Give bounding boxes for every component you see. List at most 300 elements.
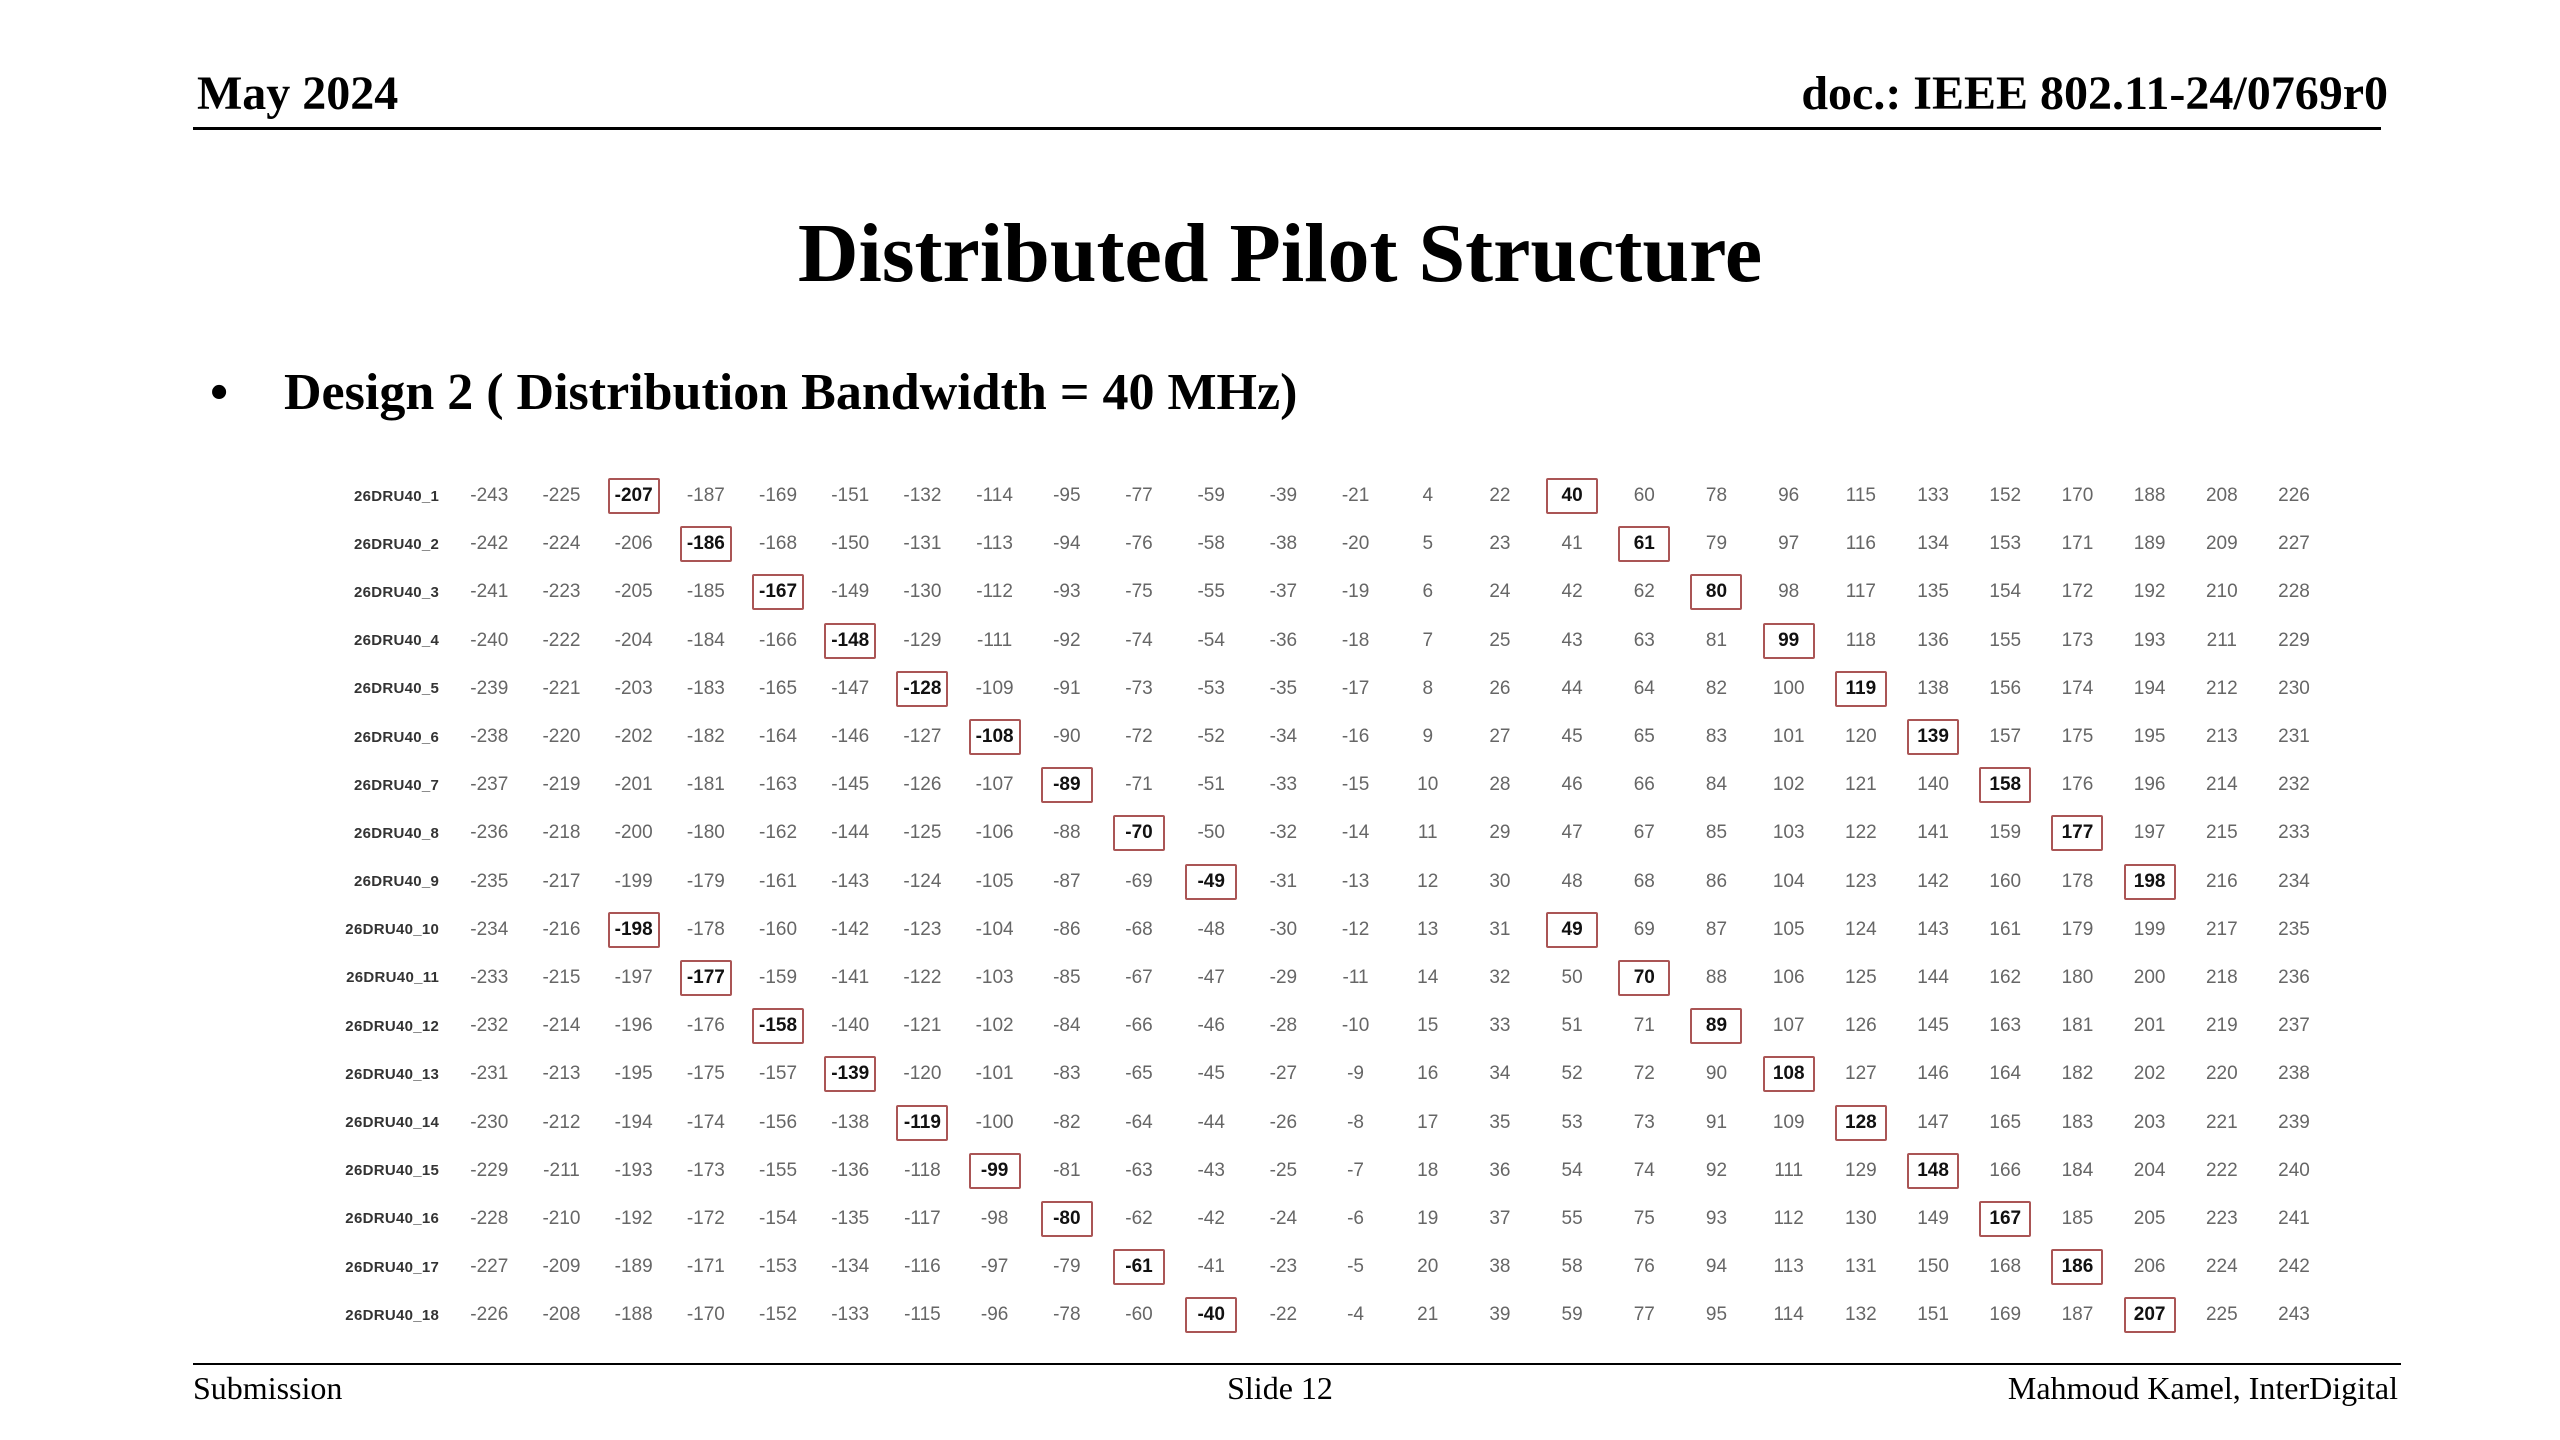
pilot-tone-cell xyxy=(1969,767,2041,803)
tone-index-value: -33 xyxy=(1269,774,1298,796)
tone-index-value: 102 xyxy=(1772,774,1805,796)
tone-index-cell xyxy=(525,818,597,848)
tone-index-value: -16 xyxy=(1341,726,1370,748)
tone-index-cell xyxy=(1969,722,2041,752)
tone-index-cell xyxy=(1536,674,1608,704)
tone-index-value: -122 xyxy=(903,966,942,988)
tone-index-value: 220 xyxy=(2205,1063,2238,1085)
tone-index-value: 114 xyxy=(1773,1304,1804,1326)
tone-index-value: 212 xyxy=(2205,677,2238,699)
row-label: 26DRU40_7 xyxy=(353,776,440,794)
header-doc-id: doc.: IEEE 802.11-24/0769r0 xyxy=(1801,67,2388,120)
tone-index-value: 218 xyxy=(2205,966,2238,988)
tone-index-cell xyxy=(1319,1011,1391,1041)
pilot-tone-cell xyxy=(886,1105,958,1141)
tone-index-value: -223 xyxy=(542,581,581,603)
tone-index-value: 46 xyxy=(1561,774,1583,796)
tone-index-value: -30 xyxy=(1269,918,1298,940)
tone-index-cell xyxy=(814,915,886,945)
pilot-tone-cell xyxy=(1753,623,1825,659)
tone-index-cell xyxy=(1031,577,1103,607)
tone-index-cell xyxy=(2186,1108,2258,1138)
tone-index-value: -38 xyxy=(1269,533,1298,555)
tone-index-value: -221 xyxy=(542,677,581,699)
tone-index-cell xyxy=(1392,1011,1464,1041)
tone-index-value: -150 xyxy=(831,533,870,555)
table-row xyxy=(300,568,2330,616)
tone-index-cell xyxy=(453,1011,525,1041)
tone-index-cell xyxy=(1031,1108,1103,1138)
tone-index-value: -71 xyxy=(1125,774,1153,796)
tone-index-cell xyxy=(1608,1156,1680,1186)
tone-index-cell xyxy=(742,722,814,752)
tone-index-value: 237 xyxy=(2278,1015,2310,1037)
tone-index-cell xyxy=(453,1300,525,1330)
tone-index-value: 64 xyxy=(1633,677,1655,699)
tone-index-cell xyxy=(598,1156,670,1186)
tone-index-cell xyxy=(886,963,958,993)
tone-index-cell xyxy=(670,626,742,656)
tone-index-value: 52 xyxy=(1561,1063,1583,1085)
tone-index-cell xyxy=(1753,963,1825,993)
tone-index-value: 198 xyxy=(2124,864,2176,900)
tone-index-value: 67 xyxy=(1633,822,1655,844)
tone-index-value: -25 xyxy=(1269,1159,1298,1181)
tone-index-cell xyxy=(742,963,814,993)
tone-index-value: 49 xyxy=(1546,912,1598,948)
tone-index-cell xyxy=(2114,577,2186,607)
row-label: 26DRU40_6 xyxy=(353,728,440,746)
tone-index-cell xyxy=(453,915,525,945)
tone-index-cell xyxy=(2258,1011,2330,1041)
tone-index-cell xyxy=(1464,626,1536,656)
tone-index-cell xyxy=(1031,529,1103,559)
tone-index-cell xyxy=(1392,963,1464,993)
tone-index-value: -104 xyxy=(975,918,1014,940)
tone-index-value: 45 xyxy=(1561,726,1583,748)
tone-index-value: 178 xyxy=(2061,870,2094,892)
tone-index-cell xyxy=(1825,481,1897,511)
tone-index-cell xyxy=(1464,867,1536,897)
tone-index-cell xyxy=(453,1108,525,1138)
tone-index-cell xyxy=(1103,1156,1175,1186)
tone-index-value: 21 xyxy=(1417,1304,1439,1326)
tone-index-cell xyxy=(453,481,525,511)
tone-index-cell xyxy=(2258,481,2330,511)
tone-index-cell xyxy=(814,1252,886,1282)
tone-index-value: -142 xyxy=(831,918,870,940)
tone-index-cell xyxy=(1536,1108,1608,1138)
tone-index-value: -15 xyxy=(1341,774,1370,796)
tone-index-cell xyxy=(525,770,597,800)
tone-index-cell xyxy=(1175,1156,1247,1186)
tone-index-cell xyxy=(1753,1204,1825,1234)
tone-index-cell xyxy=(453,1156,525,1186)
row-label: 26DRU40_13 xyxy=(345,1065,440,1083)
tone-index-value: 182 xyxy=(2061,1063,2094,1085)
tone-index-value: 42 xyxy=(1561,581,1583,603)
tone-index-cell xyxy=(742,1204,814,1234)
tone-index-cell xyxy=(1536,722,1608,752)
tone-index-cell xyxy=(1753,722,1825,752)
tone-index-value: -179 xyxy=(686,870,725,892)
tone-index-cell xyxy=(742,867,814,897)
tone-index-cell xyxy=(453,818,525,848)
tone-index-value: -10 xyxy=(1341,1015,1370,1037)
tone-index-cell xyxy=(742,818,814,848)
tone-index-value: -180 xyxy=(686,822,725,844)
tone-index-value: -224 xyxy=(542,533,581,555)
tone-index-cell xyxy=(1392,1156,1464,1186)
tone-index-cell xyxy=(886,915,958,945)
tone-index-value: -173 xyxy=(686,1159,725,1181)
tone-index-cell xyxy=(1319,626,1391,656)
row-label: 26DRU40_8 xyxy=(353,824,440,842)
tone-index-cell xyxy=(1608,1300,1680,1330)
pilot-tone-cell xyxy=(2114,1297,2186,1333)
tone-index-cell xyxy=(1897,577,1969,607)
tone-index-value: -85 xyxy=(1053,966,1081,988)
tone-index-cell xyxy=(1392,1204,1464,1234)
tone-index-cell xyxy=(1753,674,1825,704)
tone-index-cell xyxy=(1680,1252,1752,1282)
tone-index-value: 189 xyxy=(2133,533,2166,555)
tone-index-cell xyxy=(1464,481,1536,511)
row-label: 26DRU40_14 xyxy=(345,1114,440,1132)
tone-index-cell xyxy=(1608,1252,1680,1282)
pilot-tone-cell xyxy=(742,1008,814,1044)
tone-index-cell xyxy=(1247,1156,1319,1186)
tone-index-value: -19 xyxy=(1341,581,1370,603)
tone-index-cell xyxy=(1031,818,1103,848)
tone-index-cell xyxy=(1608,481,1680,511)
tone-index-cell xyxy=(886,1059,958,1089)
tone-index-cell xyxy=(598,1108,670,1138)
tone-index-value: 71 xyxy=(1633,1015,1655,1037)
tone-index-cell xyxy=(1247,529,1319,559)
tone-index-value: -116 xyxy=(904,1256,941,1278)
tone-index-cell xyxy=(2114,915,2186,945)
tone-index-value: -95 xyxy=(1053,485,1081,507)
tone-index-cell xyxy=(959,963,1031,993)
tone-index-value: -5 xyxy=(1347,1256,1364,1278)
tone-index-cell xyxy=(1319,481,1391,511)
tone-index-value: 6 xyxy=(1422,581,1434,603)
tone-index-cell xyxy=(598,1252,670,1282)
tone-index-value: -28 xyxy=(1269,1015,1298,1037)
tone-index-value: -31 xyxy=(1269,870,1298,892)
tone-index-value: 157 xyxy=(1989,726,2022,748)
tone-index-cell xyxy=(2041,1059,2113,1089)
pilot-tone-cell xyxy=(1680,574,1752,610)
tone-index-value: 241 xyxy=(2278,1207,2310,1229)
tone-index-cell xyxy=(670,1108,742,1138)
tone-index-cell xyxy=(525,722,597,752)
tone-index-value: 12 xyxy=(1417,870,1439,892)
table-row xyxy=(300,1195,2330,1243)
tone-index-cell xyxy=(959,915,1031,945)
tone-index-value: 90 xyxy=(1705,1063,1728,1085)
tone-index-cell xyxy=(1175,818,1247,848)
tone-index-value: -117 xyxy=(904,1207,941,1229)
tone-index-cell xyxy=(1319,818,1391,848)
pilot-tone-cell xyxy=(1969,1201,2041,1237)
tone-index-cell xyxy=(1825,626,1897,656)
tone-index-cell xyxy=(1753,577,1825,607)
tone-index-cell xyxy=(2186,674,2258,704)
tone-index-cell xyxy=(2114,529,2186,559)
tone-index-cell xyxy=(1247,1204,1319,1234)
tone-index-value: -43 xyxy=(1197,1159,1225,1181)
tone-index-cell xyxy=(886,1156,958,1186)
tone-index-cell xyxy=(1392,1300,1464,1330)
tone-index-cell xyxy=(1969,1108,2041,1138)
tone-index-value: 173 xyxy=(2061,629,2094,651)
tone-index-value: 242 xyxy=(2278,1256,2310,1278)
tone-index-cell xyxy=(2186,722,2258,752)
tone-index-cell xyxy=(2041,481,2113,511)
tone-index-value: 150 xyxy=(1917,1256,1949,1278)
tone-index-cell xyxy=(1608,626,1680,656)
tone-index-cell xyxy=(2258,770,2330,800)
tone-index-value: 215 xyxy=(2205,822,2238,844)
tone-index-value: 156 xyxy=(1989,677,2022,699)
tone-index-cell xyxy=(1680,915,1752,945)
tone-index-cell xyxy=(2041,1300,2113,1330)
tone-index-value: 167 xyxy=(1979,1201,2031,1237)
tone-index-value: 153 xyxy=(1989,533,2022,555)
tone-index-value: -168 xyxy=(759,533,798,555)
tone-index-value: -155 xyxy=(759,1159,798,1181)
tone-index-value: -228 xyxy=(470,1207,509,1229)
pilot-tone-cell xyxy=(959,719,1031,755)
tone-index-value: 203 xyxy=(2133,1111,2166,1133)
tone-index-cell xyxy=(2186,481,2258,511)
tone-index-value: 184 xyxy=(2061,1159,2094,1181)
bullet-item xyxy=(210,362,1297,424)
tone-index-value: 41 xyxy=(1561,533,1583,555)
pilot-tone-cell xyxy=(1536,478,1608,514)
tone-index-cell xyxy=(1680,1300,1752,1330)
tone-index-value: -123 xyxy=(903,918,942,940)
tone-index-value: -220 xyxy=(542,726,581,748)
tone-index-cell xyxy=(1825,1059,1897,1089)
tone-index-value: 94 xyxy=(1705,1256,1728,1278)
pilot-tone-cell xyxy=(1680,1008,1752,1044)
tone-index-value: -229 xyxy=(470,1159,509,1181)
tone-index-cell xyxy=(1969,915,2041,945)
tone-index-value: -114 xyxy=(976,485,1013,507)
tone-index-value: -163 xyxy=(759,774,798,796)
tone-index-value: -198 xyxy=(608,912,660,948)
tone-index-cell xyxy=(1969,529,2041,559)
tone-index-value: -239 xyxy=(470,677,509,699)
tone-index-value: -63 xyxy=(1125,1159,1153,1181)
tone-index-cell xyxy=(1392,867,1464,897)
tone-index-value: -115 xyxy=(904,1304,941,1326)
tone-index-cell xyxy=(1247,626,1319,656)
tone-index-cell xyxy=(886,867,958,897)
tone-index-value: 140 xyxy=(1917,774,1949,796)
tone-index-cell xyxy=(742,529,814,559)
tone-index-cell xyxy=(1825,1252,1897,1282)
footer-rule xyxy=(193,1363,2401,1365)
tone-index-value: 214 xyxy=(2205,774,2238,796)
tone-index-cell xyxy=(742,1252,814,1282)
tone-index-cell xyxy=(1969,674,2041,704)
tone-index-cell xyxy=(1319,1156,1391,1186)
tone-index-value: 210 xyxy=(2205,581,2238,603)
tone-index-value: -237 xyxy=(470,774,509,796)
tone-index-value: 192 xyxy=(2133,581,2166,603)
tone-index-value: 111 xyxy=(1774,1159,1804,1181)
tone-index-value: 4 xyxy=(1422,485,1434,507)
table-row xyxy=(300,1098,2330,1146)
tone-index-value: 83 xyxy=(1705,726,1728,748)
tone-index-cell xyxy=(886,481,958,511)
tone-index-value: -194 xyxy=(614,1111,653,1133)
tone-index-cell xyxy=(525,1156,597,1186)
pilot-tone-cell xyxy=(598,478,670,514)
tone-index-cell xyxy=(1536,529,1608,559)
tone-index-value: 122 xyxy=(1845,822,1877,844)
tone-index-value: -205 xyxy=(614,581,653,603)
tone-index-value: -232 xyxy=(470,1015,509,1037)
tone-index-value: -211 xyxy=(543,1159,580,1181)
tone-index-cell xyxy=(2186,529,2258,559)
tone-index-value: -35 xyxy=(1269,677,1298,699)
tone-index-cell xyxy=(959,818,1031,848)
tone-index-cell xyxy=(1608,770,1680,800)
tone-index-value: 119 xyxy=(1835,671,1887,707)
tone-index-value: 145 xyxy=(1917,1015,1949,1037)
tone-index-value: 78 xyxy=(1705,485,1728,507)
tone-index-cell xyxy=(959,867,1031,897)
tone-index-value: -47 xyxy=(1197,966,1225,988)
tone-index-value: -37 xyxy=(1269,581,1298,603)
tone-index-cell xyxy=(1031,915,1103,945)
tone-index-cell xyxy=(2258,963,2330,993)
tone-index-value: -241 xyxy=(470,581,509,603)
tone-index-value: -70 xyxy=(1113,815,1165,851)
table-row xyxy=(300,761,2330,809)
tone-index-cell xyxy=(453,1204,525,1234)
tone-index-value: -138 xyxy=(831,1111,870,1133)
tone-index-value: -82 xyxy=(1053,1111,1081,1133)
tone-index-cell xyxy=(742,1156,814,1186)
tone-index-cell xyxy=(2258,867,2330,897)
tone-index-cell xyxy=(1897,529,1969,559)
tone-index-value: -68 xyxy=(1125,918,1153,940)
tone-index-value: -154 xyxy=(759,1207,798,1229)
tone-index-value: 91 xyxy=(1705,1111,1728,1133)
tone-index-cell xyxy=(1392,818,1464,848)
tone-index-value: -105 xyxy=(975,870,1014,892)
tone-index-cell xyxy=(742,770,814,800)
tone-index-cell xyxy=(1103,722,1175,752)
tone-index-cell xyxy=(598,1011,670,1041)
tone-index-cell xyxy=(1753,1252,1825,1282)
tone-index-value: -80 xyxy=(1041,1201,1093,1237)
tone-index-value: 95 xyxy=(1705,1304,1728,1326)
tone-index-cell xyxy=(1103,915,1175,945)
tone-index-value: 25 xyxy=(1489,629,1511,651)
tone-index-value: 61 xyxy=(1618,526,1670,562)
tone-index-cell xyxy=(886,770,958,800)
tone-index-cell xyxy=(525,1011,597,1041)
tone-index-value: 58 xyxy=(1561,1256,1583,1278)
tone-index-cell xyxy=(1392,1252,1464,1282)
tone-index-cell xyxy=(1680,963,1752,993)
tone-index-cell xyxy=(1464,915,1536,945)
tone-index-value: -234 xyxy=(470,918,509,940)
tone-index-cell xyxy=(1608,1059,1680,1089)
tone-index-value: -183 xyxy=(686,677,725,699)
tone-index-cell xyxy=(2041,674,2113,704)
tone-index-value: 98 xyxy=(1778,581,1800,603)
table-row xyxy=(300,1243,2330,1291)
tone-index-cell xyxy=(1825,867,1897,897)
tone-index-value: -44 xyxy=(1197,1111,1225,1133)
tone-index-value: 108 xyxy=(1763,1056,1815,1092)
tone-index-value: 77 xyxy=(1633,1304,1655,1326)
tone-index-value: -20 xyxy=(1341,533,1370,555)
tone-index-cell xyxy=(959,1252,1031,1282)
tone-index-cell xyxy=(1753,818,1825,848)
tone-index-cell xyxy=(1825,722,1897,752)
tone-index-cell xyxy=(1319,1108,1391,1138)
tone-index-value: -217 xyxy=(542,870,581,892)
tone-index-cell xyxy=(1175,626,1247,656)
tone-index-value: -208 xyxy=(542,1304,581,1326)
tone-index-cell xyxy=(1247,481,1319,511)
tone-index-value: 231 xyxy=(2278,726,2310,748)
tone-index-cell xyxy=(1392,577,1464,607)
tone-index-cell xyxy=(742,915,814,945)
tone-index-cell xyxy=(525,1252,597,1282)
pilot-tone-cell xyxy=(814,623,886,659)
tone-index-value: -212 xyxy=(542,1111,581,1133)
tone-index-value: 112 xyxy=(1773,1207,1804,1229)
tone-index-value: -118 xyxy=(904,1159,941,1181)
tone-index-value: 65 xyxy=(1633,726,1655,748)
tone-index-value: 73 xyxy=(1633,1111,1655,1133)
tone-index-value: -100 xyxy=(975,1111,1014,1133)
tone-index-value: 62 xyxy=(1633,581,1655,603)
tone-index-value: -157 xyxy=(759,1063,798,1085)
tone-index-value: 101 xyxy=(1772,726,1805,748)
pilot-tone-cell xyxy=(1103,815,1175,851)
tone-index-cell xyxy=(2258,1252,2330,1282)
tone-index-value: 238 xyxy=(2278,1063,2310,1085)
tone-index-cell xyxy=(814,722,886,752)
tone-index-value: -176 xyxy=(686,1015,725,1037)
tone-index-value: 235 xyxy=(2278,918,2310,940)
tone-index-value: 226 xyxy=(2278,485,2310,507)
tone-index-value: 15 xyxy=(1417,1015,1439,1037)
tone-index-cell xyxy=(2258,577,2330,607)
tone-index-value: 93 xyxy=(1705,1207,1728,1229)
tone-index-value: 24 xyxy=(1489,581,1511,603)
tone-index-value: -108 xyxy=(969,719,1021,755)
tone-index-cell xyxy=(1319,915,1391,945)
tone-index-cell xyxy=(2041,770,2113,800)
tone-index-cell xyxy=(1175,1204,1247,1234)
tone-index-cell xyxy=(2041,577,2113,607)
tone-index-cell xyxy=(959,1011,1031,1041)
tone-index-value: 29 xyxy=(1489,822,1511,844)
tone-index-value: 134 xyxy=(1917,533,1949,555)
